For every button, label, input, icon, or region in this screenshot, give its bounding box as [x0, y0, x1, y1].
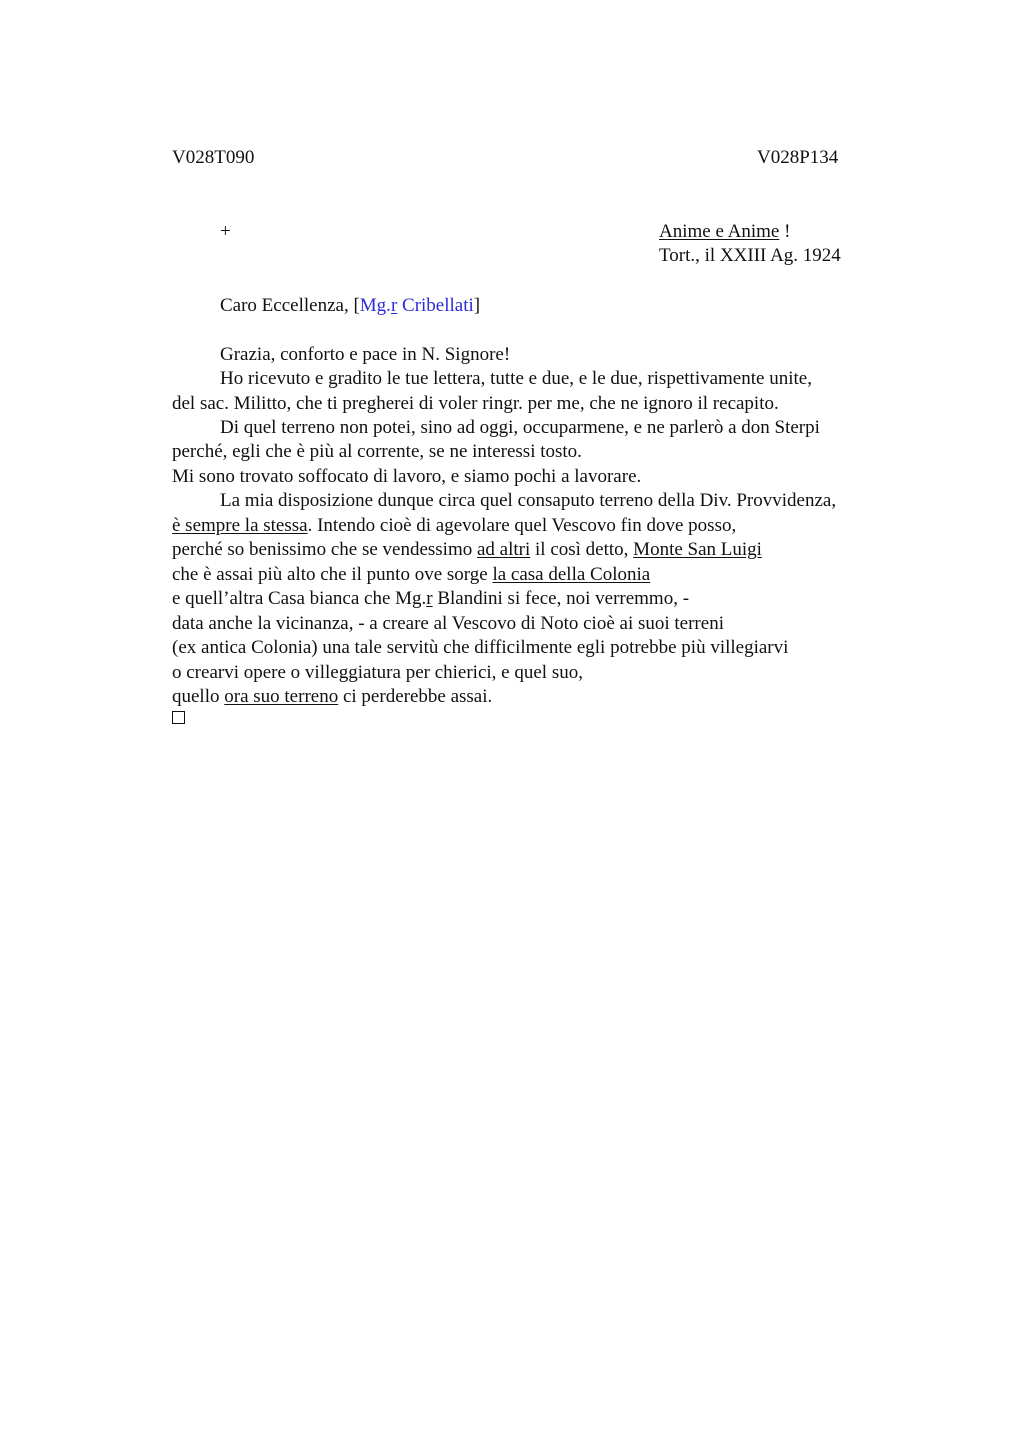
- paragraph-1-line-2: del sac. Militto, che ti pregherei di voler ringr. per me, che ne ignoro il recapito.: [172, 393, 779, 414]
- underlined-phrase: ora suo terreno: [224, 686, 339, 707]
- cross-mark: +: [220, 221, 231, 242]
- line-text: che è assai più alto che il punto ove sorge: [172, 564, 493, 585]
- salutation-close: ]: [473, 295, 481, 316]
- recipient-annotation: [360, 295, 474, 316]
- line-text: Blandini si fece, noi verremmo, -: [432, 588, 690, 609]
- paragraph-3-line-4: [172, 563, 650, 587]
- paragraph-3-line-9: [172, 685, 492, 709]
- motto-underlined: Anime e Anime: [659, 221, 780, 242]
- salutation: [220, 294, 480, 318]
- greeting: Grazia, conforto e pace in N. Signore!: [220, 344, 511, 365]
- paragraph-3-line-6: data anche la vicinanza, - a creare al Vescovo di Noto cioè ai suoi terreni: [172, 613, 724, 634]
- underlined-phrase: la casa della Colonia: [492, 564, 651, 585]
- line-text: . Intendo cioè di agevolare quel Vescovo fin dove posso,: [307, 515, 737, 536]
- paragraph-3-line-3: [172, 538, 762, 562]
- place-date: Tort., il XXIII Ag. 1924: [659, 245, 841, 266]
- paragraph-2-line-3: Mi sono trovato soffocato di lavoro, e siamo pochi a lavorare.: [172, 466, 642, 487]
- underlined-phrase: ad altri: [476, 539, 531, 560]
- recipient-name: Cribellati: [397, 295, 474, 316]
- motto: [659, 220, 790, 244]
- paragraph-1-line-1: Ho ricevuto e gradito le tue lettera, tutte e due, e le due, rispettivamente unite,: [220, 368, 812, 389]
- recipient-title: Mg.: [359, 295, 391, 316]
- line-text: e quell’altra Casa bianca che Mg.: [172, 588, 427, 609]
- paragraph-3-line-7: (ex antica Colonia) una tale servitù che difficilmente egli potrebbe più villegiarvi: [172, 637, 789, 658]
- paragraph-2-line-2: perché, egli che è più al corrente, se ne interessi tosto.: [172, 441, 582, 462]
- line-text: ci perderebbe assai.: [338, 686, 493, 707]
- underlined-phrase: è sempre la stessa: [172, 515, 308, 536]
- motto-mark: !: [779, 221, 791, 242]
- paragraph-3-line-5: [172, 587, 689, 611]
- title-superscript: r: [426, 588, 433, 609]
- line-text: il così detto,: [530, 539, 634, 560]
- paragraph-3-line-2: [172, 514, 736, 538]
- paragraph-3-line-8: o crearvi opere o villeggiatura per chierici, e quel suo,: [172, 662, 583, 683]
- paragraph-3-line-1: La mia disposizione dunque circa quel consaputo terreno della Div. Provvidenza,: [220, 490, 837, 511]
- salutation-text: Caro Eccellenza, [: [220, 295, 360, 316]
- end-marker-box-icon: [172, 711, 185, 724]
- line-text: quello: [172, 686, 225, 707]
- recipient-title-superscript: r: [390, 295, 398, 316]
- line-text: perché so benissimo che se vendessimo: [172, 539, 477, 560]
- document-code-left: V028T090: [172, 147, 255, 168]
- underlined-phrase: Monte San Luigi: [633, 539, 762, 560]
- paragraph-2-line-1: Di quel terreno non potei, sino ad oggi, occuparmene, e ne parlerò a don Sterpi: [220, 417, 820, 438]
- document-code-right: V028P134: [757, 147, 839, 168]
